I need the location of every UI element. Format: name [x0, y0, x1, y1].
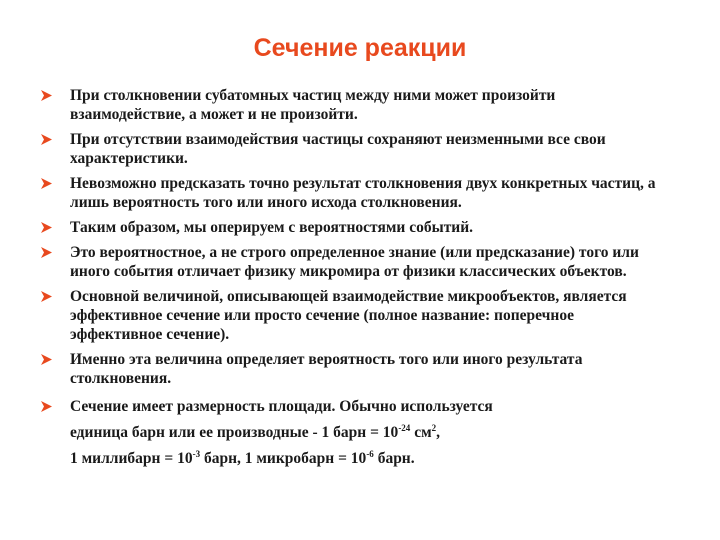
units-line-3: [70, 446, 670, 472]
arrowhead-bullet-icon: [40, 400, 53, 413]
bullet-text: При отсутствии взаимодействия частицы сохраняют неизменными все свои характеристики.: [70, 131, 606, 167]
units-text: 1 миллибарн = 10: [70, 450, 193, 467]
arrowhead-bullet-icon: [40, 353, 53, 366]
bullet-text: Невозможно предсказать точно результат столкновения двух конкретных частиц, а лишь вероятность того или иного исхода столкновения.: [70, 175, 656, 211]
bullet-text: При столкновении субатомных частиц между ними может произойти взаимодействие, а может и не произойти.: [70, 87, 556, 123]
units-line-2: [70, 420, 670, 446]
units-text: единица барн или ее производные - 1 барн = 10: [70, 424, 399, 441]
bullet-item: [30, 287, 670, 344]
arrowhead-bullet-icon: [40, 246, 53, 259]
arrowhead-bullet-icon: [40, 133, 53, 146]
exponent: -24: [398, 423, 411, 433]
bullet-item: [30, 130, 670, 168]
arrowhead-bullet-icon: [40, 290, 53, 303]
slide-title: Сечение реакции: [253, 34, 467, 62]
bullet-item: [30, 218, 670, 237]
bullet-list: [30, 86, 670, 478]
bullet-item: [30, 174, 670, 212]
bullet-item: [30, 350, 670, 388]
bullet-text: Именно эта величина определяет вероятность того или иного результата столкновения.: [70, 351, 583, 387]
units-line-1: Сечение имеет размерность площади. Обычно используется: [70, 398, 493, 415]
bullet-item: [30, 243, 670, 281]
exponent: -3: [192, 449, 201, 459]
bullet-item-units: [30, 394, 670, 472]
bullet-text: Это вероятностное, а не строго определенное знание (или предсказание) того или иного события отличает физику микромира от физики классических объектов.: [70, 244, 639, 280]
arrowhead-bullet-icon: [40, 89, 53, 102]
arrowhead-bullet-icon: [40, 177, 53, 190]
units-text: см: [410, 424, 432, 441]
exponent: -6: [366, 449, 374, 459]
arrowhead-bullet-icon: [40, 221, 53, 234]
units-text: ,: [436, 424, 440, 441]
bullet-text: Основной величиной, описывающей взаимодействие микрообъектов, является эффективное сечение или просто сечение (полное название: поперечное эффективное сечение).: [70, 288, 627, 343]
units-text: барн.: [373, 450, 415, 467]
units-text: барн, 1 микробарн = 10: [200, 450, 367, 467]
bullet-text: Таким образом, мы оперируем с вероятностями событий.: [70, 219, 474, 236]
bullet-item: [30, 86, 670, 124]
exponent: 2: [431, 423, 437, 433]
